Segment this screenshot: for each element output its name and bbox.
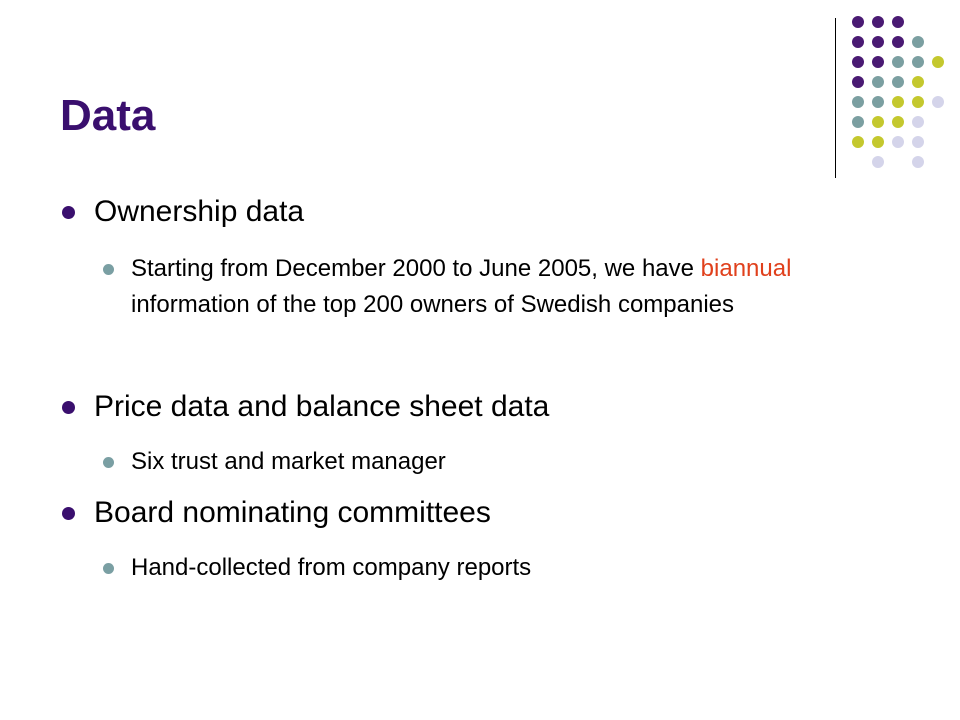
bullet-marker bbox=[62, 401, 75, 414]
sub-bullet-price-detail bbox=[131, 444, 871, 480]
bullet-marker bbox=[62, 507, 75, 520]
sub-bullet-text: Starting from December 2000 to June 2005, we have bbox=[131, 255, 701, 282]
sub-bullet-board-detail bbox=[131, 550, 871, 586]
bullet-marker bbox=[62, 206, 75, 219]
sub-bullet-text: Hand-collected from company reports bbox=[131, 554, 532, 581]
slide-title: Data bbox=[60, 91, 156, 140]
sub-bullet-text: information of the top 200 owners of Swedish companies bbox=[131, 291, 735, 318]
sub-bullet-marker bbox=[103, 264, 114, 275]
bullet-board-committees: Board nominating committees bbox=[94, 496, 491, 529]
highlighted-word: biannual bbox=[700, 255, 792, 282]
bullet-price-data: Price data and balance sheet data bbox=[94, 390, 550, 423]
sub-bullet-marker bbox=[103, 457, 114, 468]
sub-bullet-text: Six trust and market manager bbox=[131, 448, 446, 475]
bullet-ownership-data: Ownership data bbox=[94, 195, 305, 228]
sub-bullet-marker bbox=[103, 563, 114, 574]
sub-bullet-ownership-detail bbox=[131, 251, 871, 323]
